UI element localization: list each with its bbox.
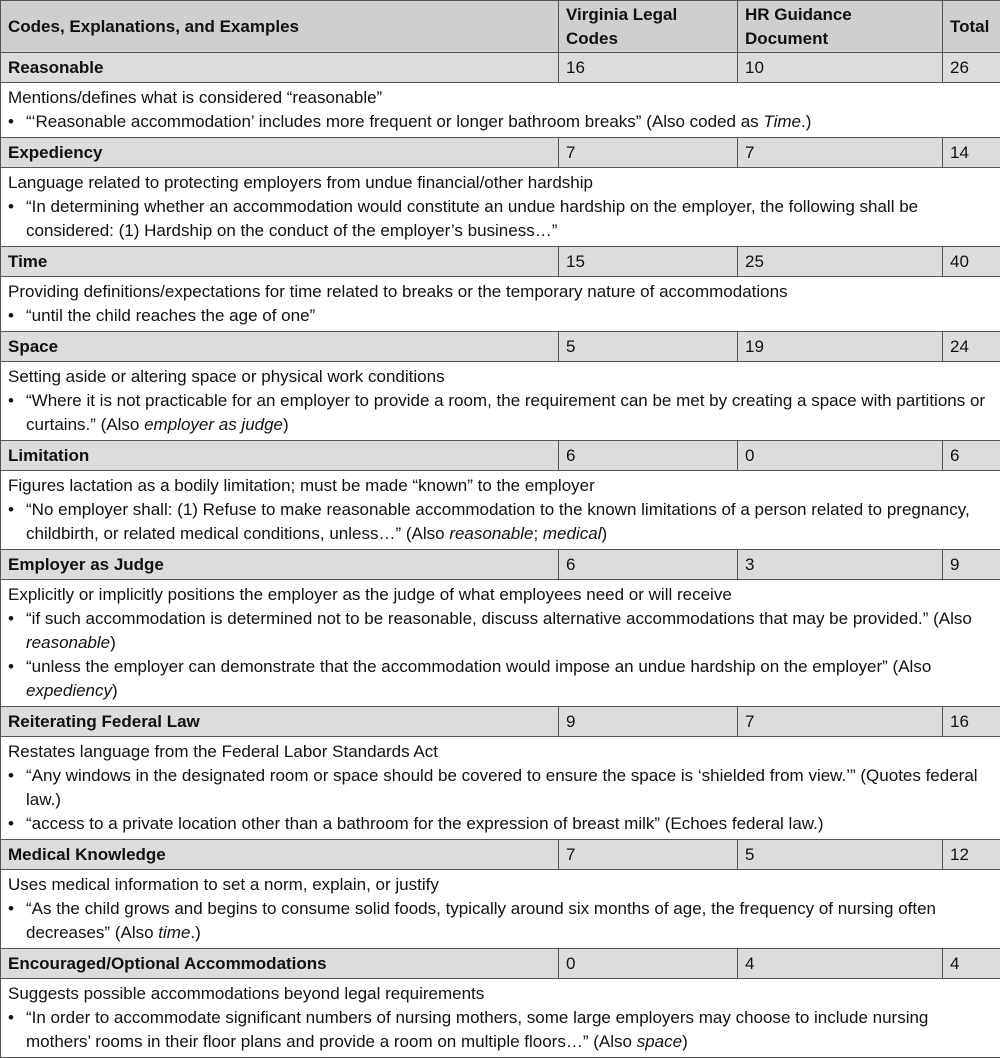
example-item: [8, 607, 995, 655]
example-note-close: .): [190, 923, 200, 942]
code-row: [1, 840, 1000, 870]
code-description: Setting aside or altering space or physical work conditions: [8, 365, 995, 389]
total-count-cell: 12: [943, 840, 1000, 870]
example-list: [8, 607, 995, 703]
total-count-cell: 4: [943, 949, 1000, 979]
code-description: Mentions/defines what is considered “reasonable”: [8, 86, 995, 110]
virginia-count-cell: 7: [559, 138, 738, 168]
description-cell: [1, 737, 1000, 840]
description-cell: [1, 362, 1000, 441]
description-row: [1, 870, 1000, 949]
description-row: [1, 580, 1000, 707]
code-row: [1, 332, 1000, 362]
virginia-count-cell: 15: [559, 247, 738, 277]
code-description: Explicitly or implicitly positions the employer as the judge of what employees need or will receive: [8, 583, 995, 607]
example-code-ref: reasonable: [26, 633, 110, 652]
virginia-count-cell: 7: [559, 840, 738, 870]
example-quote: “if such accommodation is determined not to be reasonable, discuss alternative accommodations that may be provided.” (Also: [26, 609, 972, 628]
description-cell: [1, 168, 1000, 247]
example-note-close: ): [682, 1032, 688, 1051]
description-cell: [1, 471, 1000, 550]
example-code-ref: time: [158, 923, 190, 942]
example-item: [8, 764, 995, 812]
example-item: [8, 1006, 995, 1054]
example-list: [8, 764, 995, 836]
virginia-count-cell: 9: [559, 707, 738, 737]
description-row: [1, 979, 1000, 1058]
example-note-close: ): [112, 681, 118, 700]
example-quote: “until the child reaches the age of one”: [26, 306, 315, 325]
example-item: [8, 195, 995, 243]
header-codes: Codes, Explanations, and Examples: [1, 1, 559, 53]
table-body: [1, 53, 1000, 1058]
code-description: Language related to protecting employers from undue financial/other hardship: [8, 171, 995, 195]
example-note-close: ): [601, 524, 607, 543]
example-code-ref: space: [637, 1032, 682, 1051]
bullet-icon: •: [8, 110, 22, 134]
bullet-icon: •: [8, 897, 22, 921]
description-cell: [1, 979, 1000, 1058]
hr-count-cell: 19: [738, 332, 943, 362]
example-item: [8, 498, 995, 546]
bullet-icon: •: [8, 655, 22, 679]
bullet-icon: •: [8, 607, 22, 631]
example-code-ref: medical: [543, 524, 602, 543]
bullet-icon: •: [8, 498, 22, 522]
example-list: [8, 897, 995, 945]
code-row: [1, 247, 1000, 277]
code-name-cell: Medical Knowledge: [1, 840, 559, 870]
example-quote: “Where it is not practicable for an employer to provide a room, the requirement can be met by creating a space with partitions or curtains.” (Also: [26, 391, 985, 434]
hr-count-cell: 10: [738, 53, 943, 83]
code-description: Uses medical information to set a norm, explain, or justify: [8, 873, 995, 897]
example-note-close: ;: [533, 524, 542, 543]
example-code-ref: Time: [763, 112, 801, 131]
header-total: Total: [943, 1, 1000, 53]
total-count-cell: 9: [943, 550, 1000, 580]
example-list: [8, 304, 995, 328]
virginia-count-cell: 6: [559, 550, 738, 580]
hr-count-cell: 0: [738, 441, 943, 471]
bullet-icon: •: [8, 389, 22, 413]
description-row: [1, 277, 1000, 332]
code-description: Figures lactation as a bodily limitation; must be made “known” to the employer: [8, 474, 995, 498]
header-row: [1, 1, 1000, 53]
header-hr: HR Guidance Document: [738, 1, 943, 53]
code-description: Providing definitions/expectations for time related to breaks or the temporary nature of accommodations: [8, 280, 995, 304]
example-note-close: ): [283, 415, 289, 434]
example-item: [8, 110, 995, 134]
description-row: [1, 362, 1000, 441]
description-cell: [1, 277, 1000, 332]
example-quote: “As the child grows and begins to consume solid foods, typically around six months of age, the frequency of nursing often decreases” (Also: [26, 899, 936, 942]
total-count-cell: 40: [943, 247, 1000, 277]
example-note-close: .): [801, 112, 811, 131]
description-row: [1, 83, 1000, 138]
example-item: [8, 304, 995, 328]
hr-count-cell: 7: [738, 707, 943, 737]
example-quote: “No employer shall: (1) Refuse to make reasonable accommodation to the known limitations of a person related to pregnancy, childbirth, or related medical conditions, unless…” (Also: [26, 500, 970, 543]
example-quote: “Any windows in the designated room or space should be covered to ensure the space is ‘shielded from view.’” (Quotes federal law.): [26, 766, 978, 809]
example-code-ref: employer as judge: [144, 415, 283, 434]
bullet-icon: •: [8, 812, 22, 836]
code-name-cell: Limitation: [1, 441, 559, 471]
bullet-icon: •: [8, 304, 22, 328]
example-item: [8, 655, 995, 703]
total-count-cell: 26: [943, 53, 1000, 83]
example-quote: “‘Reasonable accommodation’ includes more frequent or longer bathroom breaks” (Also coded as: [26, 112, 763, 131]
example-list: [8, 498, 995, 546]
example-note-close: ): [110, 633, 116, 652]
code-row: [1, 949, 1000, 979]
code-row: [1, 138, 1000, 168]
code-name-cell: Employer as Judge: [1, 550, 559, 580]
example-list: [8, 1006, 995, 1054]
total-count-cell: 24: [943, 332, 1000, 362]
hr-count-cell: 7: [738, 138, 943, 168]
description-cell: [1, 580, 1000, 707]
example-quote: “In order to accommodate significant numbers of nursing mothers, some large employers may choose to include nursing mothers’ rooms in their floor plans and provide a room on multiple floors…” (Also: [26, 1008, 928, 1051]
code-name-cell: Space: [1, 332, 559, 362]
example-quote: “access to a private location other than a bathroom for the expression of breast milk” (Echoes federal law.): [26, 814, 824, 833]
virginia-count-cell: 0: [559, 949, 738, 979]
table-header: [1, 1, 1000, 53]
code-name-cell: Time: [1, 247, 559, 277]
code-name-cell: Reiterating Federal Law: [1, 707, 559, 737]
description-row: [1, 737, 1000, 840]
description-cell: [1, 870, 1000, 949]
header-virginia: Virginia Legal Codes: [559, 1, 738, 53]
description-cell: [1, 83, 1000, 138]
virginia-count-cell: 5: [559, 332, 738, 362]
code-description: Restates language from the Federal Labor Standards Act: [8, 740, 995, 764]
total-count-cell: 16: [943, 707, 1000, 737]
code-row: [1, 53, 1000, 83]
example-list: [8, 389, 995, 437]
hr-count-cell: 3: [738, 550, 943, 580]
example-item: [8, 812, 995, 836]
code-row: [1, 441, 1000, 471]
code-name-cell: Expediency: [1, 138, 559, 168]
bullet-icon: •: [8, 764, 22, 788]
example-item: [8, 389, 995, 437]
bullet-icon: •: [8, 1006, 22, 1030]
code-name-cell: Encouraged/Optional Accommodations: [1, 949, 559, 979]
code-row: [1, 550, 1000, 580]
example-quote: “unless the employer can demonstrate that the accommodation would impose an undue hardship on the employer” (Also: [26, 657, 931, 676]
code-name-cell: Reasonable: [1, 53, 559, 83]
description-row: [1, 168, 1000, 247]
example-list: [8, 110, 995, 134]
example-code-ref: reasonable: [449, 524, 533, 543]
description-row: [1, 471, 1000, 550]
total-count-cell: 14: [943, 138, 1000, 168]
example-code-ref: expediency: [26, 681, 112, 700]
virginia-count-cell: 16: [559, 53, 738, 83]
hr-count-cell: 4: [738, 949, 943, 979]
hr-count-cell: 25: [738, 247, 943, 277]
example-quote: “In determining whether an accommodation would constitute an undue hardship on the employer, the following shall be considered: (1) Hardship on the conduct of the employer’s business…”: [26, 197, 918, 240]
example-item: [8, 897, 995, 945]
total-count-cell: 6: [943, 441, 1000, 471]
virginia-count-cell: 6: [559, 441, 738, 471]
hr-count-cell: 5: [738, 840, 943, 870]
bullet-icon: •: [8, 195, 22, 219]
example-list: [8, 195, 995, 243]
code-description: Suggests possible accommodations beyond legal requirements: [8, 982, 995, 1006]
code-row: [1, 707, 1000, 737]
